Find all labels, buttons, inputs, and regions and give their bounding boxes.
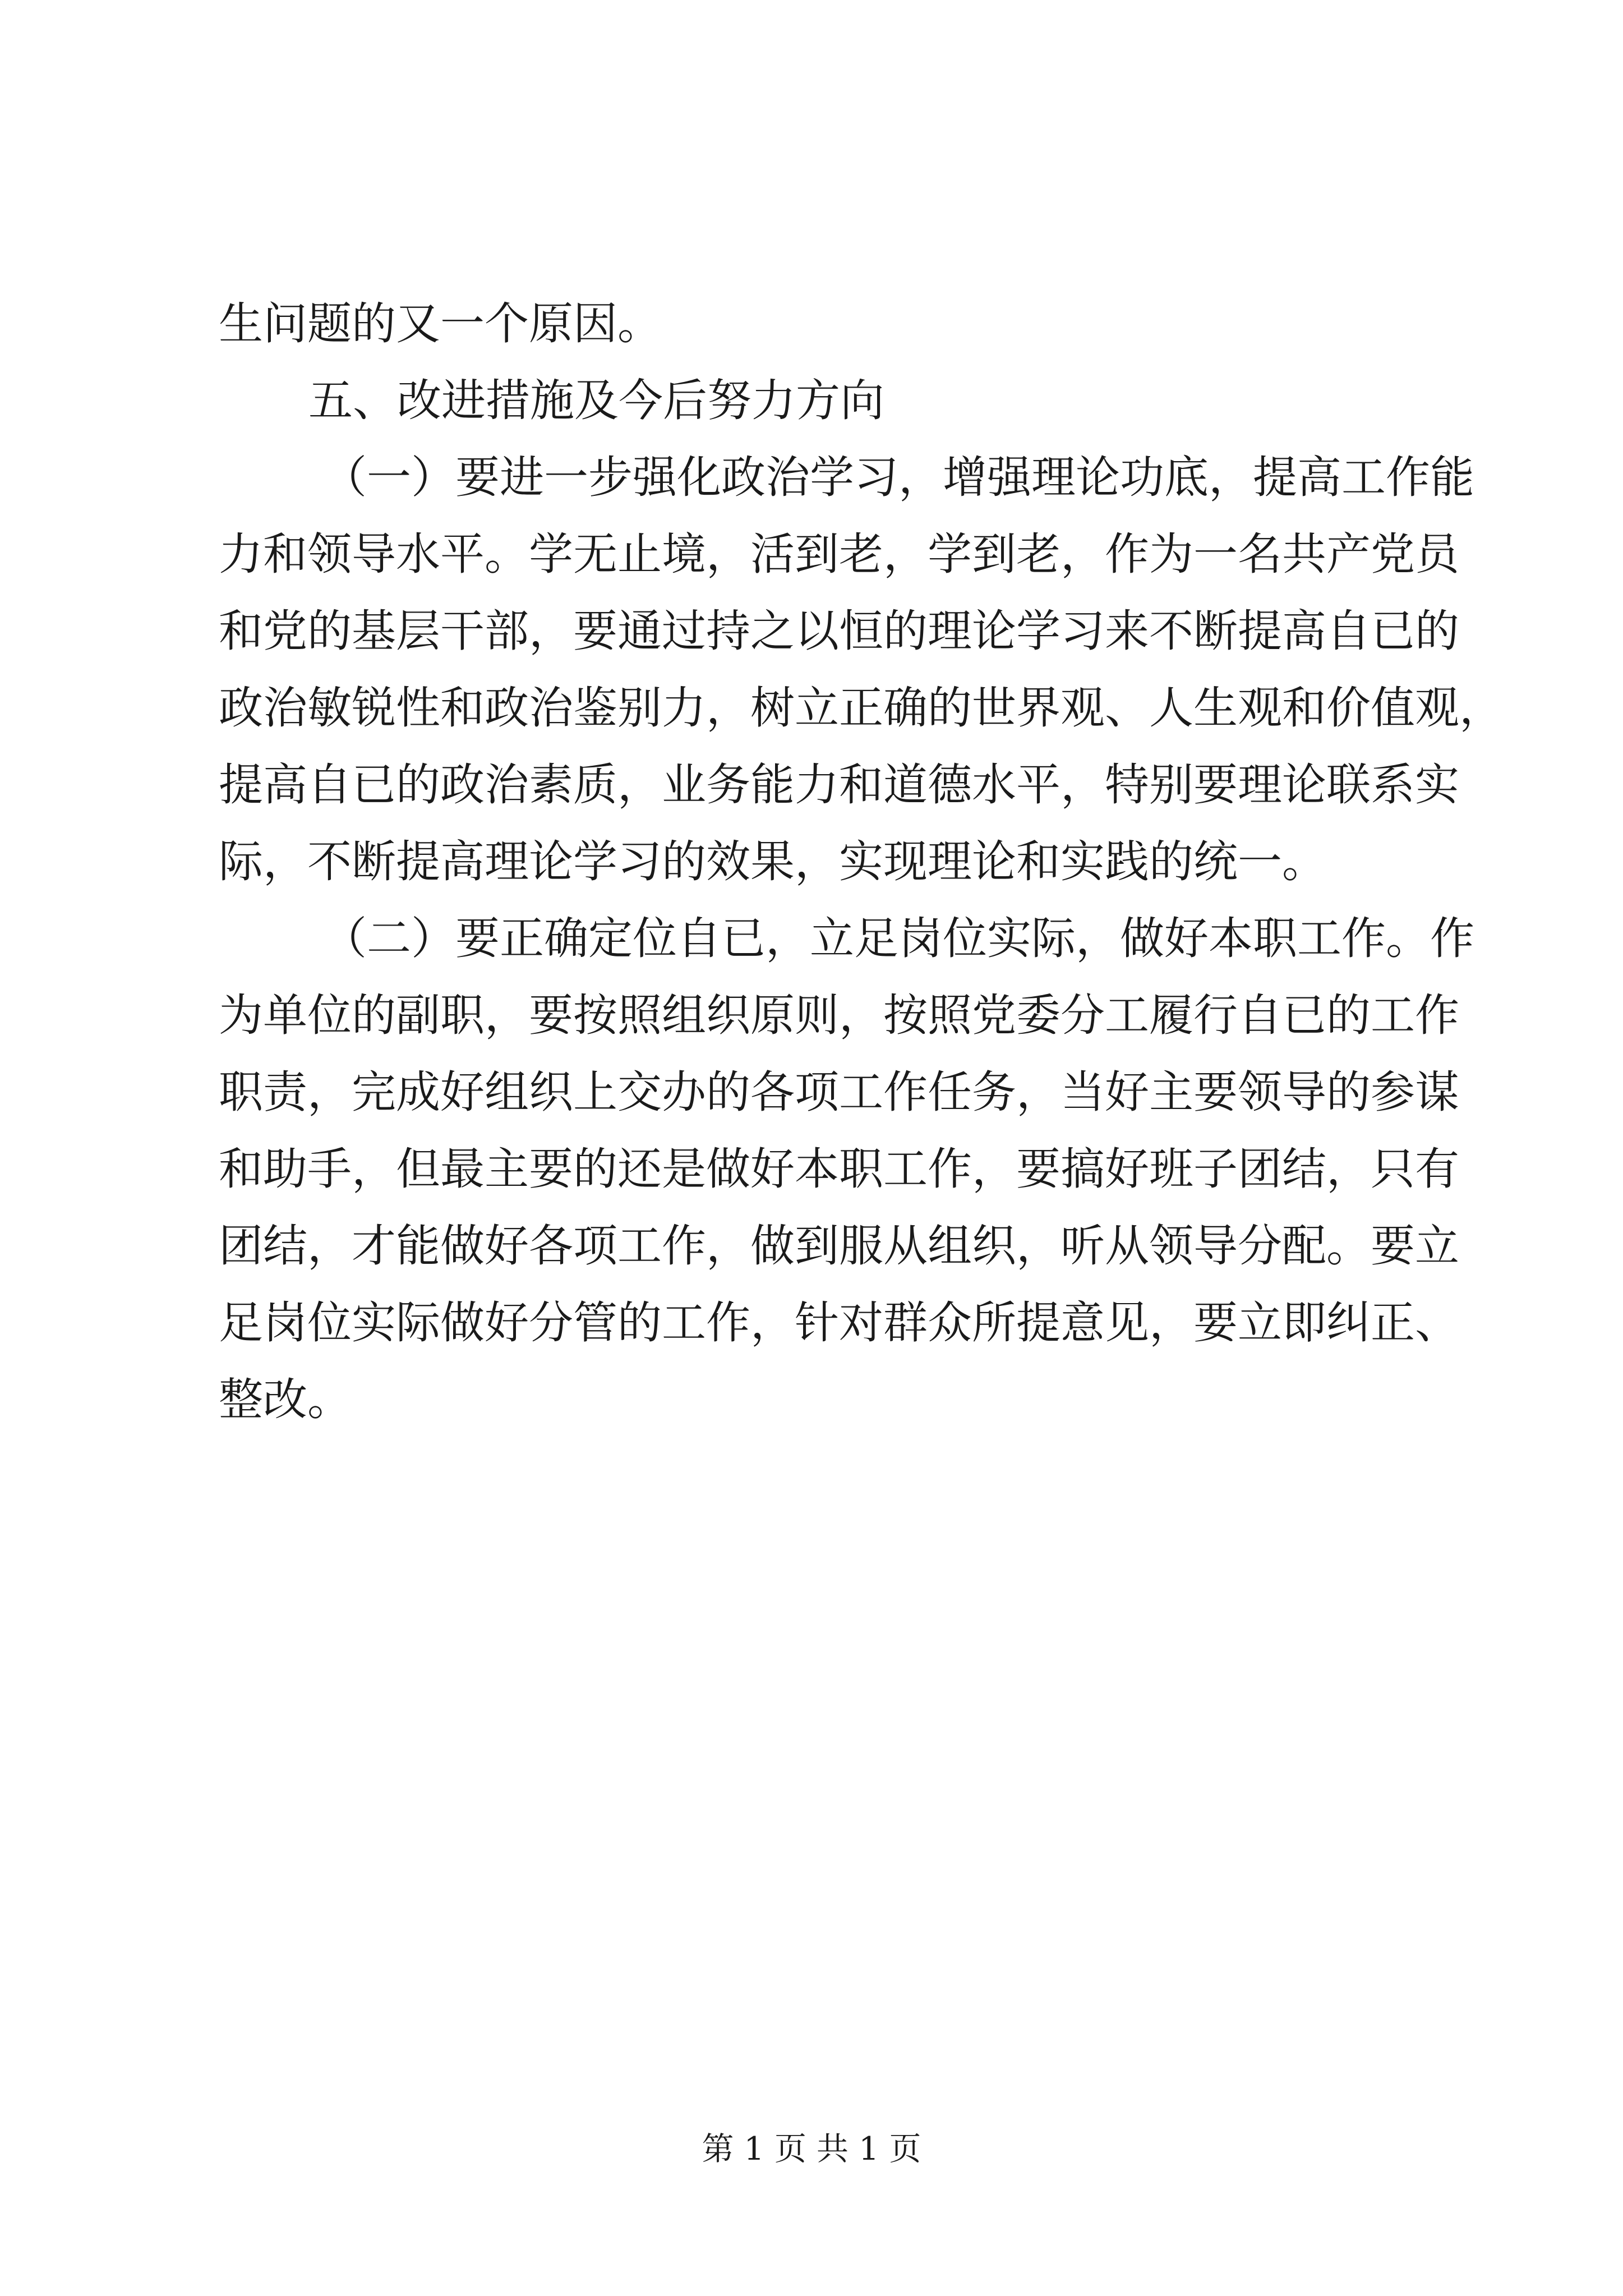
text-line: 整改。 — [219, 1374, 352, 1425]
heading-text: 五、改进措施及今后努力方向 — [308, 375, 884, 426]
text-line: 和助手，但最主要的还是做好本职工作，要搞好班子团结，只有 — [219, 1143, 1459, 1195]
text-line: 政治敏锐性和政治鉴别力，树立正确的世界观、人生观和价值观， — [219, 682, 1504, 734]
page-number-label: 第 1 页 共 1 页 — [702, 2131, 921, 2168]
page-footer — [0, 2123, 1623, 2169]
section-heading — [219, 362, 1419, 439]
text-line: 生问题的又一个原因。 — [219, 298, 662, 349]
text-line: 团结，才能做好各项工作，做到服从组织，听从领导分配。要立 — [219, 1220, 1459, 1272]
text-line: 际，不断提高理论学习的效果，实现理论和实践的统一。 — [219, 836, 1326, 887]
paragraph-item-2 — [219, 900, 1474, 1438]
text-line: 力和领导水平。学无止境，活到老，学到老，作为一名共产党员 — [219, 528, 1459, 580]
text-line: 和党的基层干部，要通过持之以恒的理论学习来不断提高自已的 — [219, 605, 1459, 657]
text-line: （一）要进一步强化政治学习，增强理论功底，提高工作能 — [322, 452, 1474, 503]
paragraph-item-1 — [219, 439, 1504, 900]
text-line: 提高自已的政治素质，业务能力和道德水平，特别要理论联系实 — [219, 759, 1459, 811]
paragraph-continuation — [219, 286, 1419, 362]
text-line: （二）要正确定位自已，立足岗位实际，做好本职工作。作 — [322, 913, 1474, 964]
text-line: 为单位的副职，要按照组织原则，按照党委分工履行自已的工作 — [219, 990, 1459, 1041]
text-line: 足岗位实际做好分管的工作，针对群众所提意见，要立即纠正、 — [219, 1297, 1459, 1349]
text-line: 职责，完成好组织上交办的各项工作任务，当好主要领导的参谋 — [219, 1066, 1459, 1118]
